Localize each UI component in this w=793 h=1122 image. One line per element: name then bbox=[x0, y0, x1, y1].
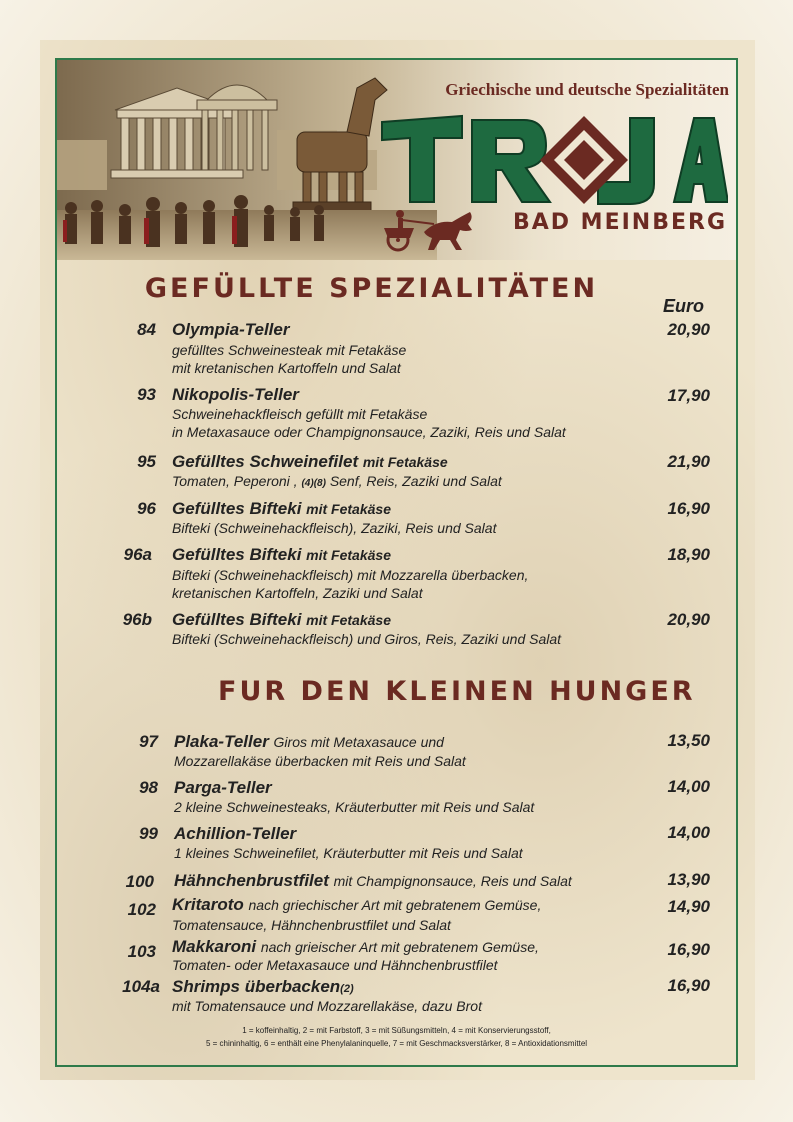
item-price: 16,90 bbox=[667, 976, 710, 995]
additive-codes: (4)(8) bbox=[301, 478, 326, 489]
item-number: 93 bbox=[137, 385, 156, 404]
item-inline-desc: Giros mit Metaxasauce und bbox=[273, 734, 444, 750]
item-name: Shrimps überbacken(2) bbox=[172, 977, 354, 996]
item-name-sub: mit Fetakäse bbox=[306, 501, 391, 517]
item-name: Nikopolis-Teller bbox=[172, 385, 299, 404]
item-name: Hähnchenbrustfilet mit Champignonsauce, Reis und Salat bbox=[174, 871, 572, 890]
item-price: 21,90 bbox=[667, 452, 710, 471]
item-description: Bifteki (Schweinehackfleisch) mit Mozzarella überbacken, bbox=[172, 567, 529, 583]
item-inline-desc: mit Champignonsauce, Reis und Salat bbox=[333, 873, 572, 889]
item-description: Bifteki (Schweinehackfleisch), Zaziki, Reis und Salat bbox=[172, 520, 497, 536]
item-description: mit kretanischen Kartoffeln und Salat bbox=[172, 360, 401, 376]
currency-label: Euro bbox=[663, 296, 705, 316]
place-name: BAD MEINBERG bbox=[512, 210, 727, 235]
troja-logo bbox=[378, 106, 728, 216]
footnote-line: 1 = koffeinhaltig, 2 = mit Farbstoff, 3 = mit Süßungsmitteln, 4 = mit Konservierungsstoff, bbox=[242, 1026, 551, 1035]
item-name: Gefülltes Bifteki mit Fetakäse bbox=[172, 610, 391, 629]
item-inline-desc: nach griechischer Art mit gebratenem Gemüse, bbox=[248, 897, 542, 913]
item-price: 20,90 bbox=[667, 320, 710, 339]
item-price: 13,90 bbox=[667, 870, 710, 889]
item-description: Tomaten, Peperoni , (4)(8) Senf, Reis, Zaziki und Salat bbox=[172, 473, 502, 489]
item-description: mit Tomatensauce und Mozzarellakäse, dazu Brot bbox=[172, 998, 482, 1014]
additive-codes: (2) bbox=[340, 983, 354, 995]
item-description: Tomatensauce, Hähnchenbrustfilet und Salat bbox=[172, 917, 451, 933]
item-price: 20,90 bbox=[667, 610, 710, 629]
item-name-sub: mit Fetakäse bbox=[362, 454, 448, 470]
item-name-sub: mit Fetakäse bbox=[306, 547, 391, 563]
item-name: Achillion-Teller bbox=[174, 824, 297, 843]
item-price: 14,00 bbox=[667, 777, 710, 796]
item-description: 1 kleines Schweinefilet, Kräuterbutter mit Reis und Salat bbox=[174, 845, 523, 861]
item-name-sub: mit Fetakäse bbox=[306, 612, 391, 628]
item-number: 96b bbox=[122, 610, 152, 629]
item-description: Tomaten- oder Metaxasauce und Hähnchenbrustfilet bbox=[172, 957, 498, 973]
subtitle: Griechische und deutsche Spezialitäten bbox=[445, 80, 729, 99]
item-name: Parga-Teller bbox=[174, 778, 272, 797]
item-description: kretanischen Kartoffeln, Zaziki und Salat bbox=[172, 585, 423, 601]
chariot-icon bbox=[374, 206, 484, 254]
item-inline-desc: nach grieischer Art mit gebratenem Gemüse, bbox=[260, 939, 539, 955]
item-number: 103 bbox=[127, 942, 156, 961]
section-title-small-hunger: FUR DEN KLEINEN HUNGER bbox=[218, 676, 696, 707]
section-title-filled: GEFÜLLTE SPEZIALITÄTEN bbox=[144, 273, 599, 304]
item-name: Makkaroni nach grieischer Art mit gebratenem Gemüse, bbox=[172, 937, 539, 956]
item-number: 98 bbox=[139, 778, 158, 797]
item-description: gefülltes Schweinesteak mit Fetakäse bbox=[172, 342, 407, 358]
item-name: Kritaroto nach griechischer Art mit gebratenem Gemüse, bbox=[172, 895, 542, 914]
item-number: 96 bbox=[137, 499, 156, 518]
item-number: 95 bbox=[137, 452, 156, 471]
item-description: Mozzarellakäse überbacken mit Reis und Salat bbox=[174, 753, 466, 769]
item-description: 2 kleine Schweinesteaks, Kräuterbutter mit Reis und Salat bbox=[174, 799, 535, 815]
item-number: 97 bbox=[139, 732, 158, 751]
item-name: Gefülltes Bifteki mit Fetakäse bbox=[172, 545, 391, 564]
item-number: 104a bbox=[122, 977, 160, 996]
header-banner bbox=[57, 60, 736, 260]
item-price: 14,90 bbox=[667, 897, 710, 916]
item-number: 102 bbox=[127, 900, 156, 919]
item-number: 100 bbox=[125, 872, 154, 891]
item-name: Gefülltes Bifteki mit Fetakäse bbox=[172, 499, 391, 518]
item-description: Schweinehackfleisch gefüllt mit Fetakäse bbox=[172, 406, 428, 422]
item-price: 16,90 bbox=[667, 499, 710, 518]
item-price: 16,90 bbox=[667, 940, 710, 959]
item-number: 84 bbox=[137, 320, 156, 339]
item-name: Plaka-Teller Giros mit Metaxasauce und bbox=[174, 732, 444, 751]
item-description: Bifteki (Schweinehackfleisch) und Giros, Reis, Zaziki und Salat bbox=[172, 631, 562, 647]
item-number: 99 bbox=[139, 824, 158, 843]
footnote-line: 5 = chininhaltig, 6 = enthält eine Phenylalaninquelle, 7 = mit Geschmacksverstärker, 8 = Antioxidationsmittel bbox=[205, 1039, 588, 1048]
item-price: 17,90 bbox=[667, 386, 710, 405]
item-name: Gefülltes Schweinefilet mit Fetakäse bbox=[172, 452, 448, 471]
item-price: 18,90 bbox=[667, 545, 710, 564]
item-description: in Metaxasauce oder Champignonsauce, Zaziki, Reis und Salat bbox=[172, 424, 566, 440]
item-price: 13,50 bbox=[667, 731, 710, 750]
item-price: 14,00 bbox=[667, 823, 710, 842]
item-number: 96a bbox=[123, 545, 152, 564]
item-name: Olympia-Teller bbox=[172, 320, 290, 339]
